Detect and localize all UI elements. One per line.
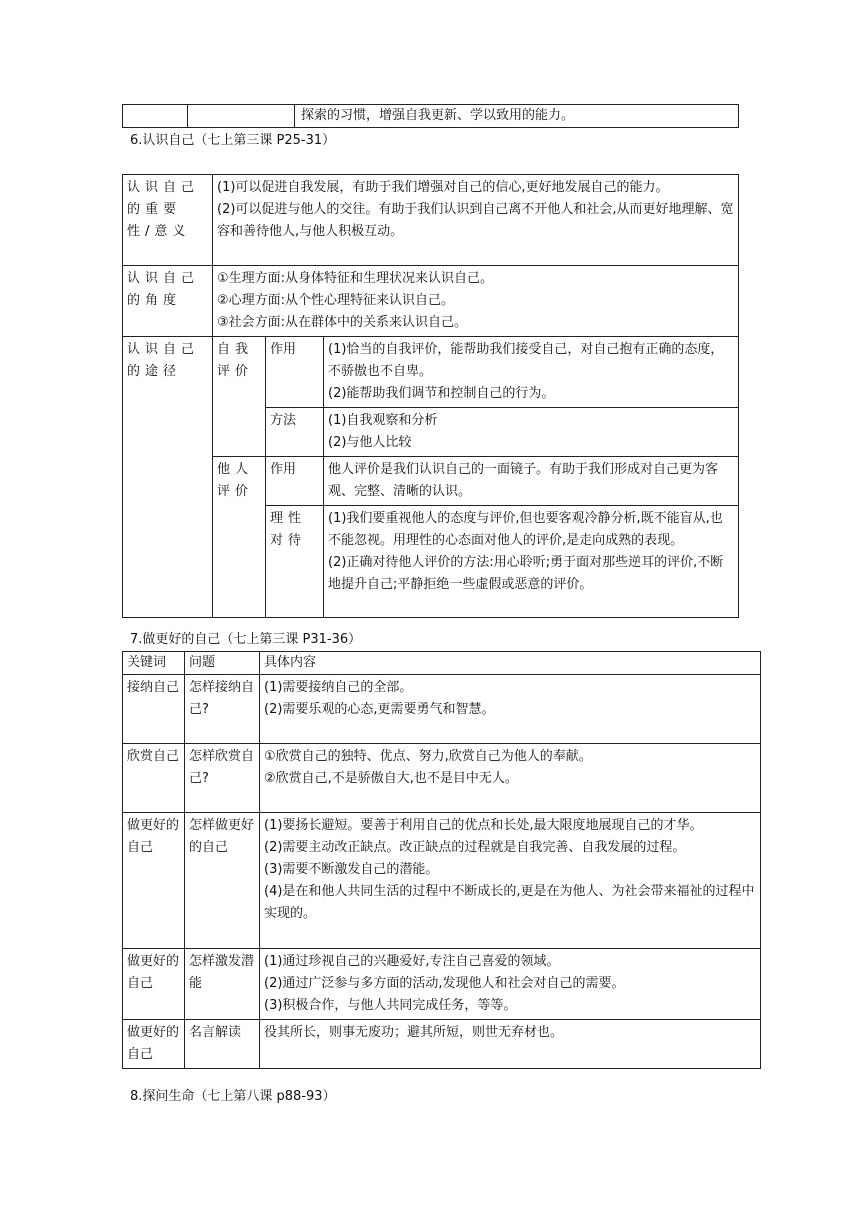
angle-item: ①生理方面:从身体特征和生理状况来认识自己。 [217,271,494,286]
row-content [260,813,761,949]
section6-table [122,174,739,618]
row-content [260,1020,761,1069]
header-keyword: 关键词 [123,652,185,675]
importance-item: (2)可以促进与他人的交往。有助于我们认识到自己离不开他人和社会,从而更好地理解、宽容和善待他人,与他人积极互动。 [217,202,734,239]
content-item: (2)需要主动改正缺点。改正缺点的过程就是自我完善、自我发展的过程。 [264,840,686,855]
content-item: (1)需要接纳自己的全部。 [264,680,413,695]
other-eval-label: 他人评价 [213,457,266,618]
self-eval-method-label: 方法 [266,408,324,457]
top-partial-table [122,104,739,128]
angle-item: ②心理方面:从个性心理特征来认识自己。 [217,293,455,308]
self-eval-role-item: (2)能帮助我们调节和控制自己的行为。 [328,386,555,401]
self-eval-role-content [324,337,739,408]
header-content: 具体内容 [260,652,761,675]
content-item: (2)通过广泛参与多方面的活动,发现他人和社会对自己的需要。 [264,976,625,991]
table-row [123,744,761,813]
table-row [123,1020,761,1069]
angle-content [213,266,739,337]
other-eval-rational-item: (2)正确对待他人评价的方法:用心聆听;勇于面对那些逆耳的评价,不断地提升自己;平静拒绝一些虚假或恶意的评价。 [328,555,724,592]
other-eval-rational-content [324,506,739,618]
table-row [123,949,761,1020]
other-eval-role-content: 他人评价是我们认识自己的一面镜子。有助于我们形成对自己更为客观、完整、清晰的认识。 [324,457,739,506]
top-cell-empty-1 [123,105,188,128]
self-eval-label: 自我评价 [213,337,266,457]
row-question: 怎样做更好的自己 [185,813,260,949]
row-keyword: 做更好的自己 [123,813,185,949]
angle-label: 认识自己的角度 [123,266,213,337]
content-item: (3)积极合作，与他人共同完成任务，等等。 [264,998,517,1013]
table-row [123,675,761,744]
row-question: 怎样激发潜能 [185,949,260,1020]
other-eval-rational-item: (1)我们要重视他人的态度与评价,但也要客观冷静分析,既不能盲从,也不能忽视。用理性的心态面对他人的评价,是走向成熟的表现。 [328,511,723,548]
row-keyword: 接纳自己 [123,675,185,744]
self-eval-role-item: (1)恰当的自我评价，能帮助我们接受自己，对自己抱有正确的态度，不骄傲也不自卑。 [328,342,724,379]
content-item: 役其所长，则事无废功；避其所短，则世无弃材也。 [264,1025,564,1040]
section7-table [122,651,761,1069]
ways-label: 认识自己的途径 [123,337,213,618]
top-cell-empty-2 [188,105,295,128]
content-item: (2)需要乐观的心态,更需要勇气和智慧。 [264,702,495,717]
importance-content [213,175,739,266]
self-eval-method-item: (2)与他人比较 [328,435,412,450]
header-question: 问题 [185,652,260,675]
importance-item: (1)可以促进自我发展，有助于我们增强对自己的信心,更好地发展自己的能力。 [217,180,669,195]
section7-heading: 7.做更好的自己（七上第三课 P31-36） [130,632,362,647]
top-cell-text: 探索的习惯，增强自我更新、学以致用的能力。 [295,105,739,128]
row-question: 怎样接纳自己? [185,675,260,744]
content-item: (3)需要不断激发自己的潜能。 [264,862,439,877]
content-item: (1)要扬长避短。要善于利用自己的优点和长处,最大限度地展现自己的才华。 [264,818,703,833]
importance-label: 认识自己的重要性/意义 [123,175,213,266]
content-item: ①欣赏自己的独特、优点、努力,欣赏自己为他人的奉献。 [264,749,592,764]
section6-heading: 6.认识自己（七上第三课 P25-31） [130,133,336,148]
row-question: 名言解读 [185,1020,260,1069]
row-keyword: 做更好的自己 [123,949,185,1020]
row-content [260,949,761,1020]
section8-heading: 8.探问生命（七上第八课 p88-93） [130,1089,336,1104]
content-item: (4)是在和他人共同生活的过程中不断成长的,更是在为他人、为社会带来福祉的过程中实现的。 [264,884,755,921]
table-row [123,813,761,949]
other-eval-role-label: 作用 [266,457,324,506]
content-item: (1)通过珍视自己的兴趣爱好,专注自己喜爱的领域。 [264,954,560,969]
content-item: ②欣赏自己,不是骄傲自大,也不是目中无人。 [264,771,518,786]
self-eval-method-item: (1)自我观察和分析 [328,413,438,428]
self-eval-role-label: 作用 [266,337,324,408]
row-keyword: 做更好的自己 [123,1020,185,1069]
row-keyword: 欣赏自己 [123,744,185,813]
row-content [260,744,761,813]
other-eval-rational-label: 理性对待 [266,506,324,618]
row-question: 怎样欣赏自己? [185,744,260,813]
row-content [260,675,761,744]
angle-item: ③社会方面:从在群体中的关系来认识自己。 [217,315,468,330]
self-eval-method-content [324,408,739,457]
